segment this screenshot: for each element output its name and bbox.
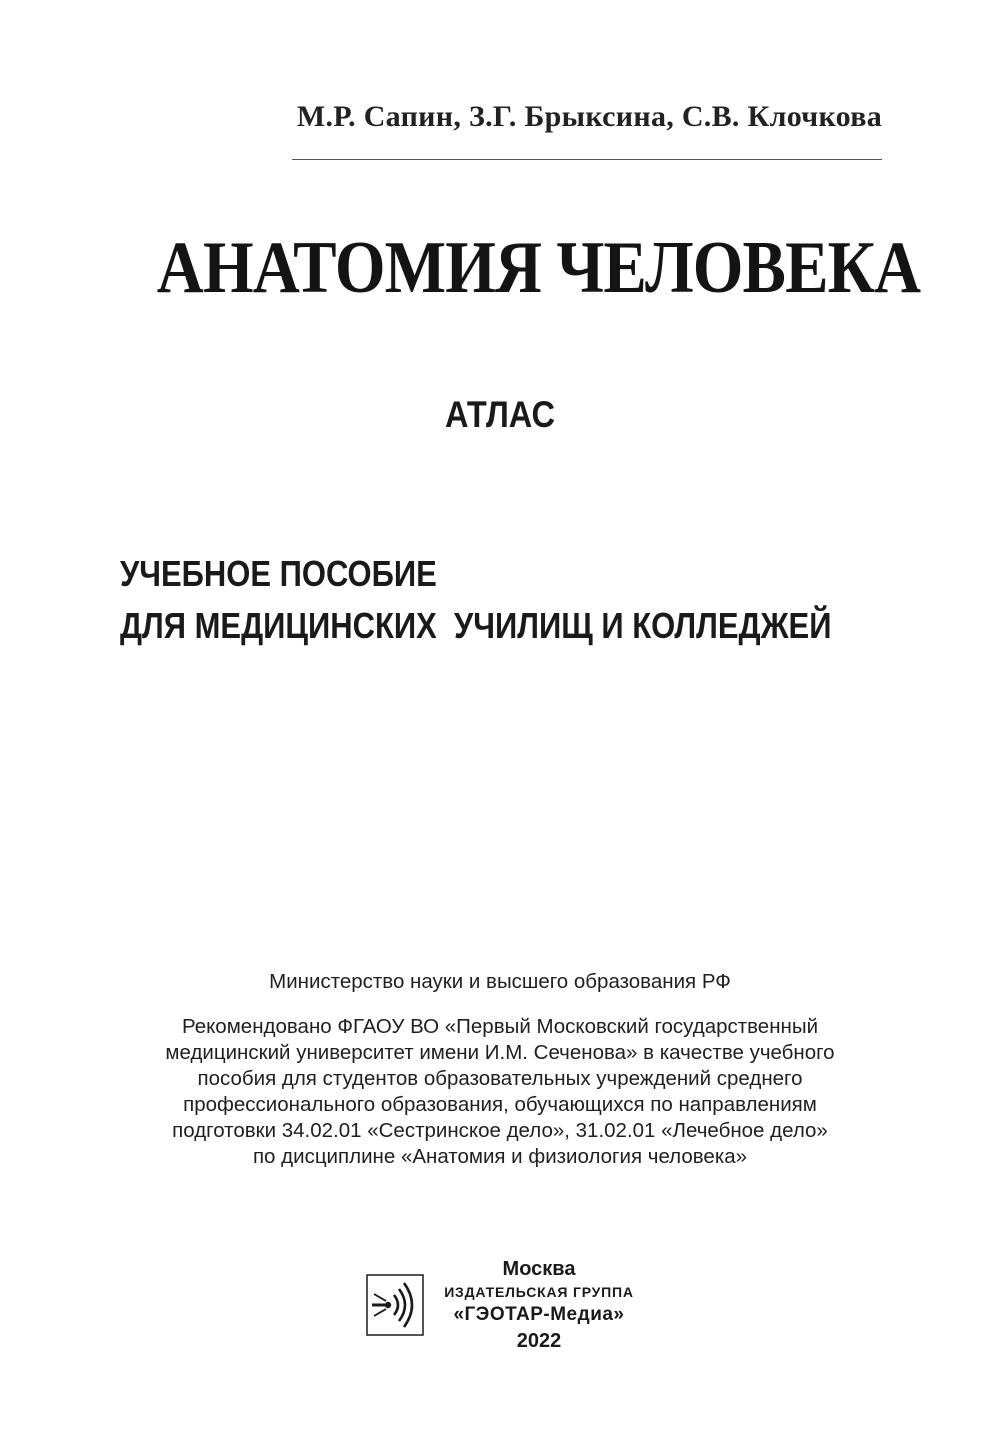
publisher-city: Москва [502, 1258, 576, 1280]
publisher-text [424, 1256, 654, 1354]
publication-year: 2022 [516, 1330, 562, 1352]
publisher-name: «ГЭОТАР-Медиа» [453, 1304, 625, 1325]
recommendation-text [60, 1014, 940, 1170]
textbook-designation [120, 548, 831, 652]
book-subtitle: АТЛАС [444, 394, 556, 435]
geotar-logo-icon [366, 1274, 424, 1336]
recommendation-line: профессионального образования, обучающихся по направлениям [183, 1093, 817, 1116]
textbook-line: УЧЕБНОЕ ПОСОБИЕ [120, 553, 437, 594]
textbook-line: ДЛЯ МЕДИЦИНСКИХ УЧИЛИЩ И КОЛЛЕДЖЕЙ [120, 605, 832, 646]
recommendation-line: медицинский университет имени И.М. Сеченова» в качестве учебного [165, 1041, 835, 1064]
recommendation-line: по дисциплине «Анатомия и физиология человека» [252, 1145, 748, 1168]
publisher-group: ИЗДАТЕЛЬСКАЯ ГРУППА [444, 1284, 634, 1300]
publisher-block [366, 1256, 646, 1356]
recommendation-line: пособия для студентов образовательных учреждений среднего [197, 1067, 803, 1090]
ministry-line: Министерство науки и высшего образования РФ [269, 970, 731, 993]
recommendation-line: подготовки 34.02.01 «Сестринское дело», 31.02.01 «Лечебное дело» [172, 1119, 828, 1142]
book-title: АНАТОМИЯ ЧЕЛОВЕКА [156, 227, 921, 309]
divider-rule [292, 159, 882, 160]
authors: М.Р. Сапин, З.Г. Брыксина, С.В. Клочкова [296, 100, 882, 133]
recommendation-line: Рекомендовано ФГАОУ ВО «Первый Московский государственный [181, 1015, 819, 1038]
